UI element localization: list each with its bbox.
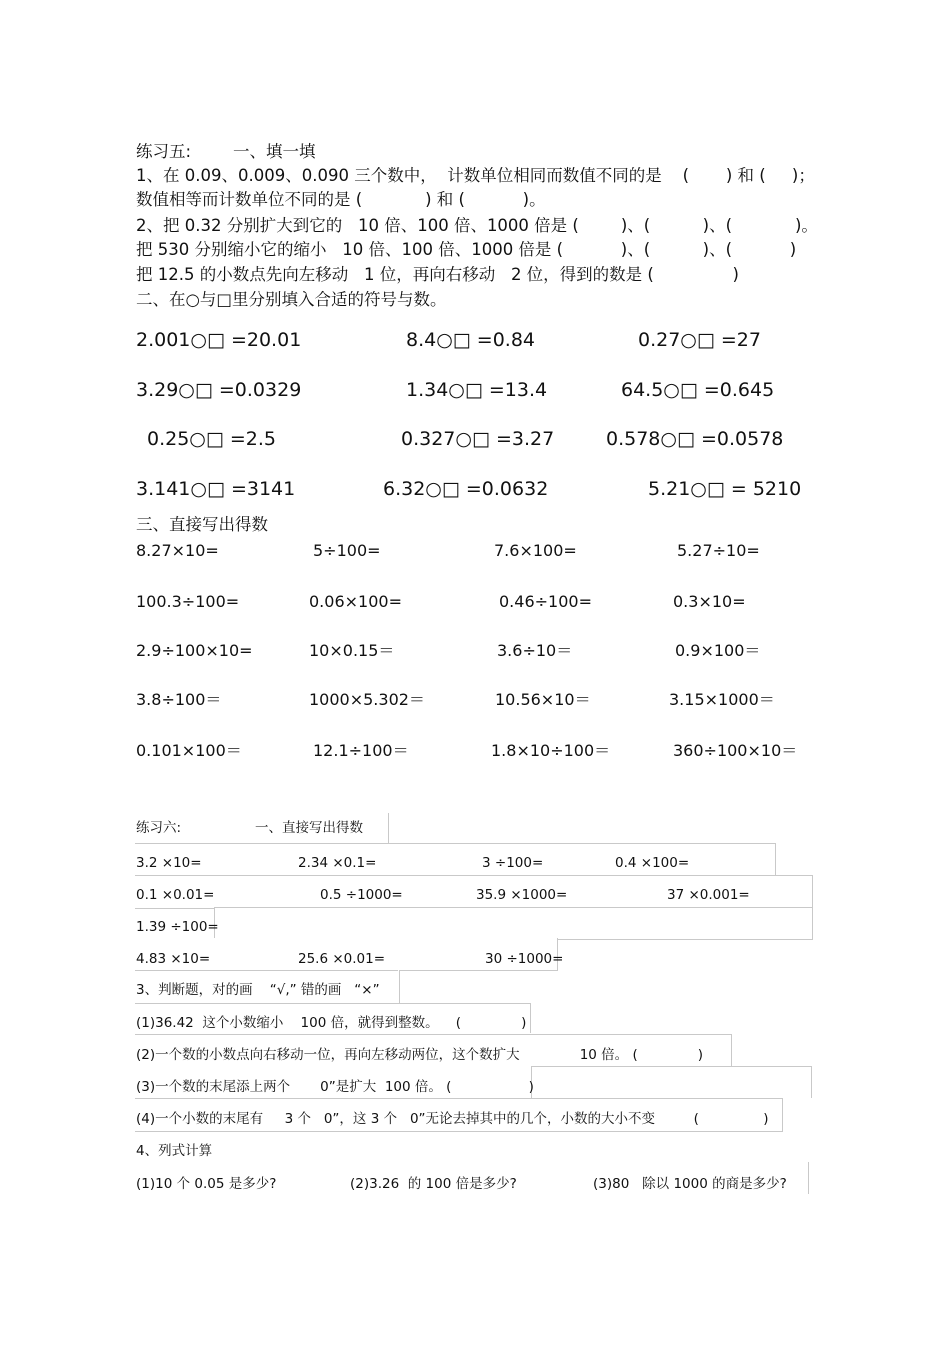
symbol-item: 0.327○□ =3.27 xyxy=(401,428,555,450)
calc-item: 0.5 ÷1000= xyxy=(320,887,403,903)
symbol-item: 0.578○□ =0.0578 xyxy=(606,428,784,450)
q2-line2: 把 530 分别缩小它的缩小 10 倍、100 倍、1000 倍是 ( )、( )、( ) xyxy=(136,240,797,259)
calc-item: 0.9×100＝ xyxy=(675,641,761,660)
symbol-item: 0.25○□ =2.5 xyxy=(147,428,277,450)
calc-item: 1.39 ÷100= xyxy=(136,919,219,935)
symbol-item: 8.4○□ =0.84 xyxy=(406,329,536,351)
symbol-item: 3.29○□ =0.0329 xyxy=(136,379,302,401)
calc-item: 10×0.15＝ xyxy=(309,641,395,660)
symbol-item: 1.34○□ =13.4 xyxy=(406,379,548,401)
calc-item: 3.15×1000＝ xyxy=(669,690,775,709)
section3-title: 三、直接写出得数 xyxy=(136,515,268,534)
symbol-item: 64.5○□ =0.645 xyxy=(621,379,775,401)
calc-item: 0.1 ×0.01= xyxy=(136,887,215,903)
symbol-item: 3.141○□ =3141 xyxy=(136,478,296,500)
section2-title: 二、在○与□里分别填入合适的符号与数。 xyxy=(136,290,447,309)
calc-item: 30 ÷1000= xyxy=(485,951,564,967)
calc-item: 3.8÷100＝ xyxy=(136,690,222,709)
word-problem: (1)10 个 0.05 是多少? xyxy=(136,1176,277,1192)
judge-title: 3、判断题，对的画 “√,” 错的画 “×” xyxy=(136,982,380,998)
calc-item: 8.27×10= xyxy=(136,541,219,560)
frame-box xyxy=(531,1066,812,1098)
calc-item: 3.2 ×10= xyxy=(136,855,202,871)
symbol-item: 5.21○□ = 5210 xyxy=(648,478,802,500)
calc-item: 0.101×100＝ xyxy=(136,741,242,760)
calc-item: 10.56×10＝ xyxy=(495,690,591,709)
calc-item: 2.34 ×0.1= xyxy=(298,855,377,871)
symbol-item: 6.32○□ =0.0632 xyxy=(383,478,549,500)
calc-item: 25.6 ×0.01= xyxy=(298,951,386,967)
calc-item: 0.06×100= xyxy=(309,592,402,611)
calc-item: 1000×5.302＝ xyxy=(309,690,425,709)
calc-item: 37 ×0.001= xyxy=(667,887,750,903)
word-problem: (3)80 除以 1000 的商是多少? xyxy=(593,1176,787,1192)
calc-item: 2.9÷100×10= xyxy=(136,641,253,660)
exercise6-subtitle: 一、直接写出得数 xyxy=(255,820,363,836)
exercise6-title: 练习六: xyxy=(136,820,182,836)
calc-item: 5.27÷10= xyxy=(677,541,760,560)
calc-item: 35.9 ×1000= xyxy=(476,887,568,903)
q1-line1: 1、在 0.09、0.009、0.090 三个数中， 计数单位相同而数值不同的是 ( ) 和 ( )； xyxy=(136,166,815,185)
judge-item-3: (3)一个数的末尾添上两个 0”是扩大 100 倍。 ( ) xyxy=(136,1079,534,1095)
word-problem: (2)3.26 的 100 倍是多少? xyxy=(350,1176,517,1192)
judge-item-4: (4)一个小数的末尾有 3 个 0”，这 3 个 0”无论去掉其中的几个，小数的大小不变 ( ) xyxy=(136,1111,769,1127)
calc-item: 3.6÷10＝ xyxy=(497,641,573,660)
calc-title: 4、列式计算 xyxy=(136,1143,213,1159)
exercise5-title: 练习五: 一、填一填 xyxy=(136,142,316,161)
frame-box xyxy=(398,970,400,1004)
calc-item: 0.3×10= xyxy=(673,592,746,611)
calc-item: 4.83 ×10= xyxy=(136,951,211,967)
calc-item: 5÷100= xyxy=(313,541,381,560)
q2-line1: 2、把 0.32 分别扩大到它的 10 倍、100 倍、1000 倍是 ( )、( )、( )。 xyxy=(136,216,818,235)
calc-item: 1.8×10÷100＝ xyxy=(491,741,611,760)
symbol-item: 2.001○□ =20.01 xyxy=(136,329,302,351)
calc-item: 7.6×100= xyxy=(494,541,577,560)
q1-line2: 数值相等而计数单位不同的是 ( ) 和 ( )。 xyxy=(136,190,546,209)
q2-line3: 把 12.5 的小数点先向左移动 1 位，再向右移动 2 位，得到的数是 ( ) xyxy=(136,265,739,284)
symbol-item: 0.27○□ =27 xyxy=(638,329,761,351)
calc-item: 360÷100×10＝ xyxy=(673,741,798,760)
calc-item: 0.4 ×100= xyxy=(615,855,690,871)
frame-box xyxy=(214,907,813,940)
judge-item-2: (2)一个数的小数点向右移动一位，再向左移动两位，这个数扩大 10 倍。 ( ) xyxy=(136,1047,704,1063)
calc-item: 3 ÷100= xyxy=(482,855,544,871)
calc-item: 0.46÷100= xyxy=(499,592,592,611)
judge-item-1: (1)36.42 这个小数缩小 100 倍，就得到整数。 ( ) xyxy=(136,1015,527,1031)
calc-item: 100.3÷100= xyxy=(136,592,240,611)
calc-item: 12.1÷100＝ xyxy=(313,741,409,760)
